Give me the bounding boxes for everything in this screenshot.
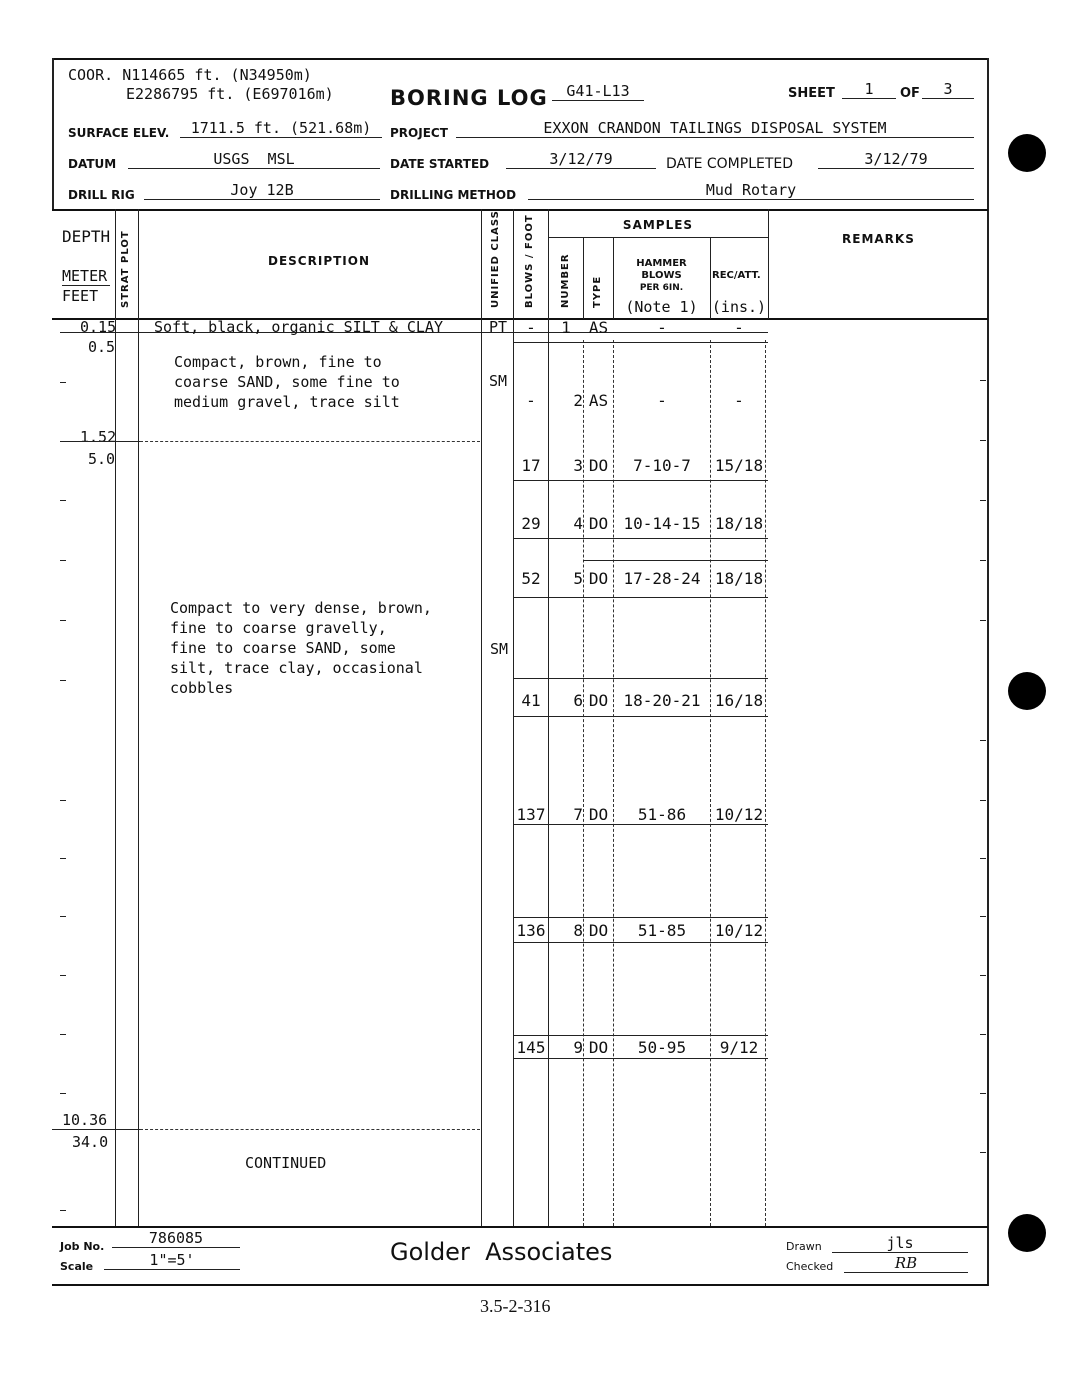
sample-type: DO xyxy=(588,921,609,940)
sample-blows: 136 xyxy=(516,921,546,940)
sample-divider xyxy=(513,824,768,825)
col-line-class-right xyxy=(513,209,514,1226)
tick xyxy=(60,620,66,621)
col-line-strat-left xyxy=(115,209,116,1226)
tick xyxy=(980,380,986,381)
depth-2-feet: 5.0 xyxy=(88,450,116,468)
sample-rec: - xyxy=(734,318,744,337)
col-line-desc-right xyxy=(481,209,482,1226)
scale-value: 1"=5' xyxy=(104,1251,240,1270)
tick xyxy=(980,1093,986,1094)
coor-east: E2286795 ft. (E697016m) xyxy=(126,85,334,103)
sheet-number: 1 xyxy=(842,80,896,99)
hammer-blows-line3: PER 6IN. xyxy=(639,283,684,293)
punch-hole xyxy=(1008,134,1046,172)
sample-divider xyxy=(583,560,768,561)
ins-header: (ins.) xyxy=(711,298,767,316)
tick xyxy=(980,916,986,917)
table-top xyxy=(52,209,988,211)
layer-3-class: SM xyxy=(489,640,509,658)
drawn-label: Drawn xyxy=(786,1240,822,1253)
hammer-note: (Note 1) xyxy=(625,298,698,316)
frame-left-header xyxy=(52,58,54,210)
sample-type: DO xyxy=(588,691,609,710)
sample-type: AS xyxy=(588,318,609,337)
sample-divider xyxy=(513,538,768,539)
punch-hole xyxy=(1008,1214,1046,1252)
depth-2-meter: 1.52 xyxy=(80,428,117,446)
sample-number: 3 xyxy=(573,456,583,475)
sample-hammer: 7-10-7 xyxy=(633,456,691,475)
sample-blows: 137 xyxy=(516,805,546,824)
sample-rec: 18/18 xyxy=(714,514,764,533)
depth-3-feet: 34.0 xyxy=(72,1133,109,1151)
sample-rec: 10/12 xyxy=(714,921,764,940)
date-completed: 3/12/79 xyxy=(818,150,974,169)
sheet-label: SHEET xyxy=(788,86,835,101)
blows-foot-header: BLOWS / FOOT xyxy=(524,214,535,308)
type-header: TYPE xyxy=(592,275,603,308)
surface-elev: 1711.5 ft. (521.68m) xyxy=(180,119,382,138)
tick xyxy=(60,1093,66,1094)
hammer-blows-line2: BLOWS xyxy=(641,270,682,281)
sample-hammer: 50-95 xyxy=(637,1038,687,1057)
tick xyxy=(980,1152,986,1153)
tick xyxy=(60,382,66,383)
sample-number: 2 xyxy=(573,391,583,410)
sample-divider xyxy=(513,1035,768,1036)
sample-blows: 41 xyxy=(521,691,541,710)
tick xyxy=(980,740,986,741)
coordinates xyxy=(68,66,334,104)
tick xyxy=(980,440,986,441)
sample-number: 6 xyxy=(573,691,583,710)
tick xyxy=(60,858,66,859)
remarks-header: REMARKS xyxy=(842,232,915,246)
tick xyxy=(60,500,66,501)
job-number: 786085 xyxy=(112,1229,240,1248)
tick xyxy=(60,800,66,801)
sample-type: DO xyxy=(588,456,609,475)
tick xyxy=(980,560,986,561)
sample-rec: - xyxy=(734,391,744,410)
layer-1-class: PT xyxy=(488,318,508,336)
strat-plot-header: STRAT PLOT xyxy=(120,230,131,308)
drill-rig: Joy 12B xyxy=(144,181,380,200)
sample-blows: 17 xyxy=(521,456,541,475)
sample-hammer: - xyxy=(657,318,667,337)
hammer-blows-line1: HAMMER xyxy=(636,258,687,269)
tick xyxy=(980,975,986,976)
sample-rec: 10/12 xyxy=(714,805,764,824)
date-completed-label: DATE COMPLETED xyxy=(666,156,794,172)
col-line-samples-right xyxy=(768,209,769,319)
col-line-strat-right xyxy=(138,209,139,1226)
feet-header: FEET xyxy=(62,287,99,305)
depth-3-line xyxy=(52,1129,140,1130)
layer-1-description: Soft, black, organic SILT & CLAY xyxy=(154,318,443,336)
layer-3-description: Compact to very dense, brown, fine to coarse gravelly, fine to coarse SAND, some silt, trace clay, occasional cobbles xyxy=(170,599,432,697)
checked-label: Checked xyxy=(786,1260,834,1273)
sample-type: AS xyxy=(588,391,609,410)
samples-subheader-line xyxy=(548,237,768,238)
tick xyxy=(980,500,986,501)
sample-blows: 29 xyxy=(521,514,541,533)
sample-hammer: 51-86 xyxy=(637,805,687,824)
hammer-blows-header xyxy=(613,258,710,294)
tick xyxy=(980,1034,986,1035)
job-label: Job No. xyxy=(60,1240,105,1253)
datum-label: DATUM xyxy=(68,157,117,171)
depth-1-meter: 0.15 xyxy=(80,318,117,336)
layer-2-boundary xyxy=(140,441,480,442)
sample-rec: 16/18 xyxy=(714,691,764,710)
tick xyxy=(60,1034,66,1035)
sample-divider xyxy=(513,597,768,598)
sample-blows: 52 xyxy=(521,569,541,588)
sample-hammer: 10-14-15 xyxy=(623,514,701,533)
sample-number: 7 xyxy=(573,805,583,824)
col-line-blows-right xyxy=(548,209,549,1226)
meter-feet-divider xyxy=(62,285,110,286)
sample-divider xyxy=(513,716,768,717)
punch-hole xyxy=(1008,672,1046,710)
sample-divider xyxy=(513,342,768,343)
tick xyxy=(60,560,66,561)
sample-hammer: - xyxy=(657,391,667,410)
sample-rec: 9/12 xyxy=(719,1038,759,1057)
sample-rec: 15/18 xyxy=(714,456,764,475)
frame-right xyxy=(987,58,989,1286)
frame-top xyxy=(52,58,988,60)
tick xyxy=(60,1210,66,1211)
col-line-number-right xyxy=(583,238,584,319)
depth-header: DEPTH xyxy=(62,227,111,246)
datum-value: USGS MSL xyxy=(128,150,380,169)
rec-att-header: REC/ATT. xyxy=(712,270,761,281)
depth-1-feet: 0.5 xyxy=(88,338,116,356)
tick xyxy=(980,800,986,801)
page-number: 3.5-2-316 xyxy=(480,1296,551,1316)
tick xyxy=(980,858,986,859)
drawn-by: jls xyxy=(832,1234,968,1253)
surface-elev-label: SURFACE ELEV. xyxy=(68,126,170,140)
sample-divider xyxy=(513,917,768,918)
continued-label: CONTINUED xyxy=(245,1154,327,1172)
drill-rig-label: DRILL RIG xyxy=(68,188,135,202)
sample-type: DO xyxy=(588,514,609,533)
layer-2-description: Compact, brown, fine to coarse SAND, some fine to medium gravel, trace silt xyxy=(174,353,400,411)
scale-label: Scale xyxy=(60,1260,94,1273)
depth-3-meter: 10.36 xyxy=(62,1111,108,1129)
sample-blows: 145 xyxy=(516,1038,546,1057)
sample-divider xyxy=(513,1058,768,1059)
sample-divider xyxy=(513,942,768,943)
sample-hammer: 18-20-21 xyxy=(623,691,701,710)
sheet-total: 3 xyxy=(922,80,974,99)
sample-type: DO xyxy=(588,569,609,588)
checked-by: RB xyxy=(844,1254,968,1273)
sample-blows: - xyxy=(526,391,536,410)
sample-type: DO xyxy=(588,1038,609,1057)
number-header: NUMBER xyxy=(560,253,571,308)
description-header: DESCRIPTION xyxy=(268,254,371,268)
sample-blows: - xyxy=(526,318,536,337)
sample-number: 4 xyxy=(573,514,583,533)
sample-hammer: 17-28-24 xyxy=(623,569,701,588)
date-started: 3/12/79 xyxy=(506,150,656,169)
layer-2-class: SM xyxy=(488,372,508,390)
company-name: Golder Associates xyxy=(390,1238,613,1266)
drilling-method: Mud Rotary xyxy=(528,181,974,200)
project-label: PROJECT xyxy=(390,126,448,140)
tick xyxy=(60,680,66,681)
coor-label: COOR. xyxy=(68,66,114,84)
sample-type: DO xyxy=(588,805,609,824)
samples-header: SAMPLES xyxy=(622,218,694,232)
date-started-label: DATE STARTED xyxy=(390,157,490,171)
page-title: BORING LOG xyxy=(390,86,548,110)
sample-rec: 18/18 xyxy=(714,569,764,588)
footer-bottom xyxy=(52,1284,988,1286)
depth-2-line xyxy=(60,441,140,442)
project-name: EXXON CRANDON TAILINGS DISPOSAL SYSTEM xyxy=(456,119,974,138)
sample-number: 9 xyxy=(573,1038,583,1057)
drilling-method-label: DRILLING METHOD xyxy=(390,188,517,202)
sample-number: 5 xyxy=(573,569,583,588)
layer-3-boundary xyxy=(140,1129,480,1130)
coor-north: N114665 ft. (N34950m) xyxy=(122,66,312,84)
sample-divider xyxy=(513,480,768,481)
sample-number: 8 xyxy=(573,921,583,940)
tick xyxy=(60,916,66,917)
footer-top xyxy=(52,1226,988,1228)
sample-hammer: 51-85 xyxy=(637,921,687,940)
sample-number: 1 xyxy=(561,318,571,337)
unified-class-header: UNIFIED CLASS xyxy=(490,210,501,308)
meter-header: METER xyxy=(62,267,108,285)
sample-divider xyxy=(513,678,768,679)
sheet-of-label: OF xyxy=(900,86,920,101)
tick xyxy=(980,620,986,621)
boring-id: G41-L13 xyxy=(552,82,644,101)
tick xyxy=(60,975,66,976)
